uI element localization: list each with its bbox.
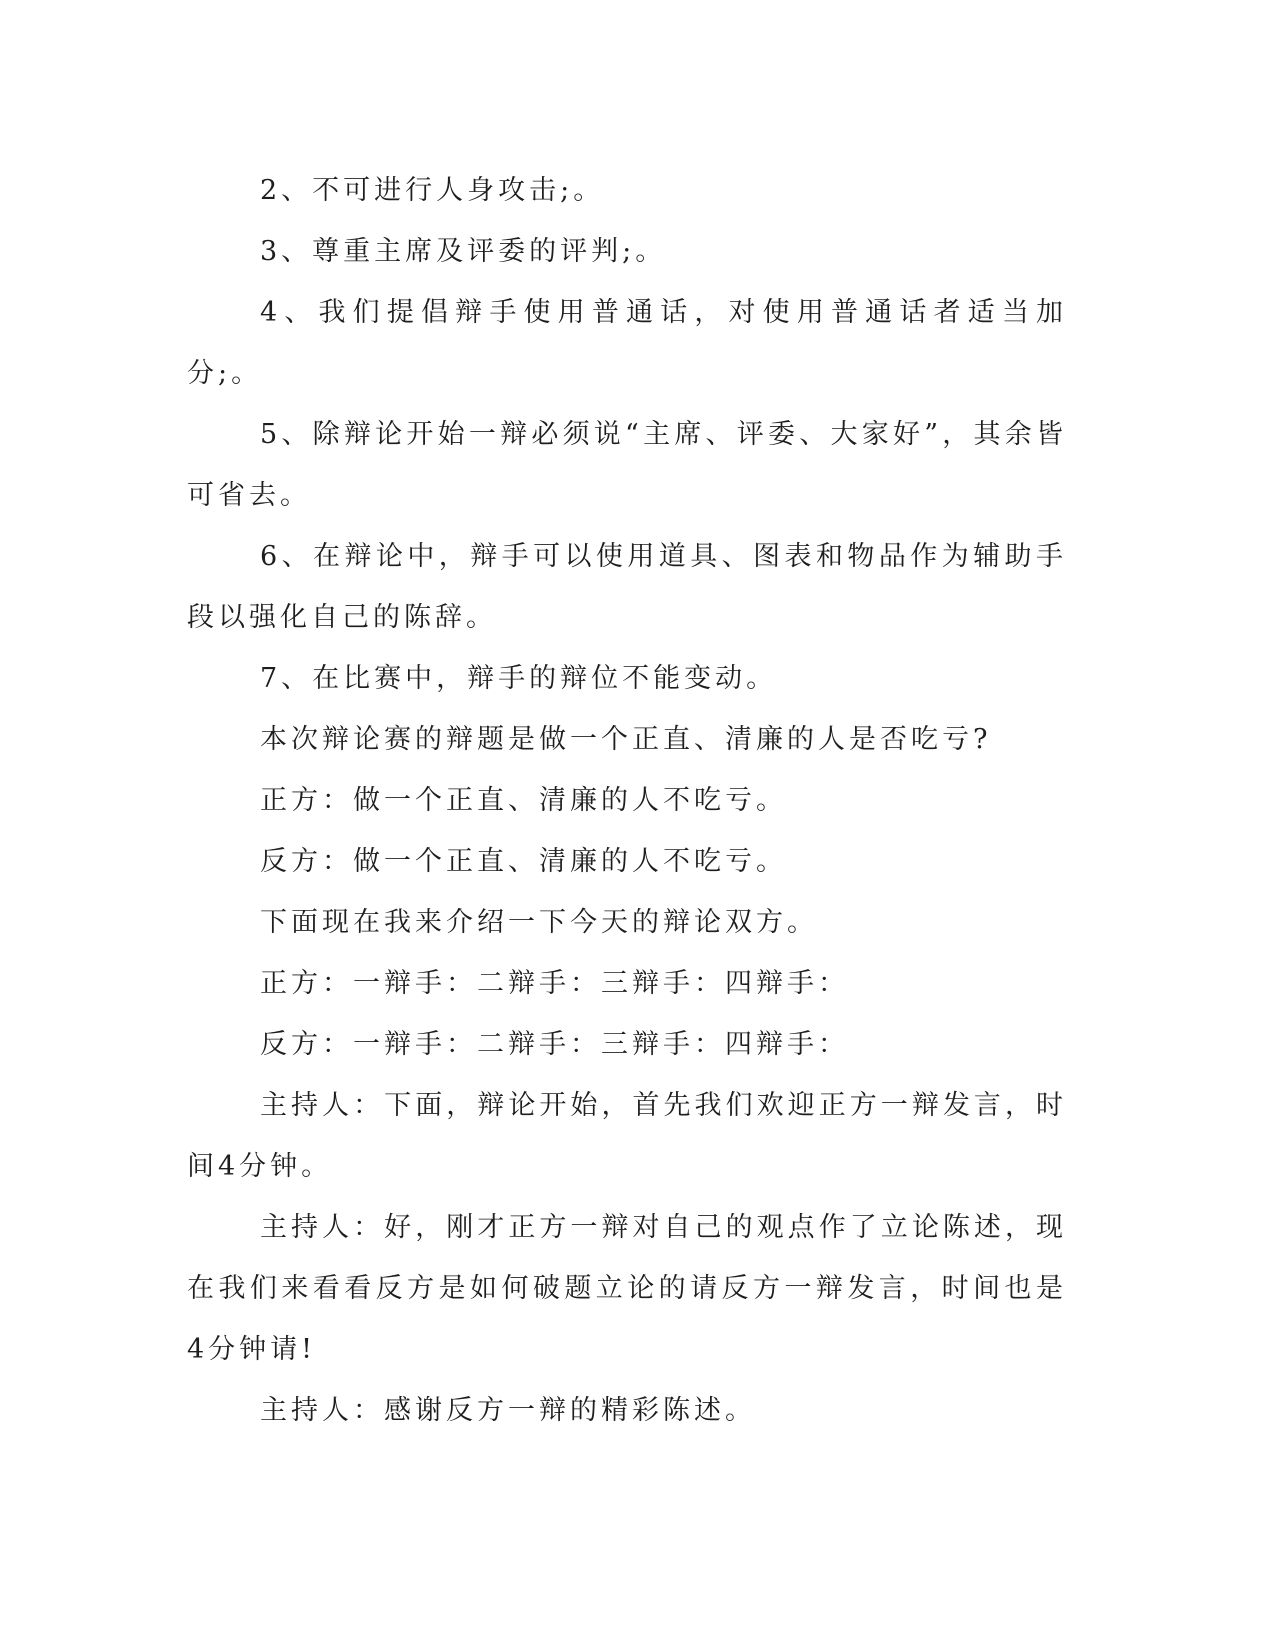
introduction-paragraph: 下面现在我来介绍一下今天的辩论双方。	[260, 907, 818, 938]
rule-3-paragraph: 3、尊重主席及评委的评判;。	[260, 236, 667, 267]
debate-topic-paragraph: 本次辩论赛的辩题是做一个正直、清廉的人是否吃亏?	[260, 724, 992, 755]
host-opening-paragraph: 主持人：下面，辩论开始，首先我们欢迎正方一辩发言，时间4分钟。	[187, 1090, 1067, 1182]
rule-5-paragraph: 5、除辩论开始一辩必须说“主席、评委、大家好”，其余皆可省去。	[187, 419, 1067, 511]
rule-2-paragraph: 2、不可进行人身攻击;。	[260, 175, 605, 206]
rule-6-paragraph: 6、在辩论中，辩手可以使用道具、图表和物品作为辅助手段以强化自己的陈辞。	[187, 541, 1067, 633]
affirmative-position-paragraph: 正方：做一个正直、清廉的人不吃亏。	[260, 785, 787, 816]
host-transition-paragraph: 主持人：好，刚才正方一辩对自己的观点作了立论陈述，现在我们来看看反方是如何破题立论的请反方一辩发言，时间也是4分钟请!	[187, 1212, 1067, 1365]
host-thanks-paragraph: 主持人：感谢反方一辩的精彩陈述。	[260, 1395, 756, 1426]
rule-7-paragraph: 7、在比赛中，辩手的辩位不能变动。	[260, 663, 778, 694]
affirmative-debaters-paragraph: 正方：一辩手：二辩手：三辩手：四辩手：	[260, 968, 849, 999]
document-body	[187, 160, 1067, 1441]
negative-position-paragraph: 反方：做一个正直、清廉的人不吃亏。	[260, 846, 787, 877]
rule-4-paragraph: 4、我们提倡辩手使用普通话，对使用普通话者适当加分;。	[187, 297, 1067, 389]
negative-debaters-paragraph: 反方：一辩手：二辩手：三辩手：四辩手：	[260, 1029, 849, 1060]
